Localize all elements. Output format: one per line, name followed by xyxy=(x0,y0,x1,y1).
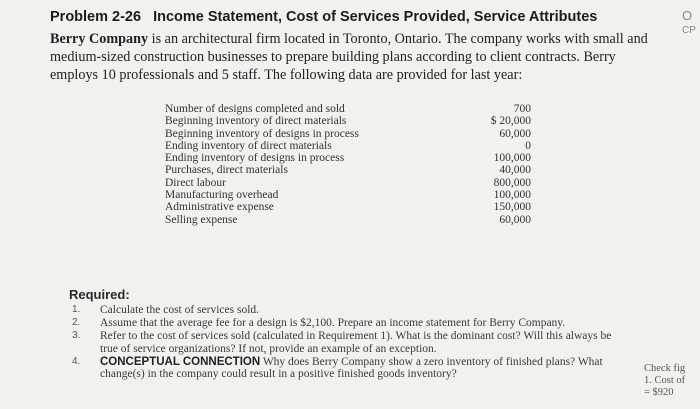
data-label: Purchases, direct materials xyxy=(165,164,288,177)
data-row xyxy=(165,214,531,226)
item-bold: CONCEPTUAL CONNECTION xyxy=(100,355,261,368)
data-value: 100,000 xyxy=(493,152,531,165)
data-row xyxy=(165,152,531,164)
data-row xyxy=(165,177,531,189)
data-row xyxy=(165,189,531,201)
check-figures xyxy=(644,363,685,399)
margin-label-cp: CP xyxy=(682,25,696,36)
item-text xyxy=(100,304,632,316)
list-item xyxy=(72,330,632,354)
problem-intro xyxy=(50,30,662,84)
margin-label-o: O xyxy=(682,8,693,23)
data-label: Ending inventory of designs in process xyxy=(165,152,345,165)
item-body: Calculate the cost of services sold. xyxy=(100,304,260,316)
data-label: Direct labour xyxy=(165,176,226,189)
item-body: Why does Berry Company show a zero inventory of finished plans? What change(s) in the company could result in a positive finished goods inventory? xyxy=(100,355,603,381)
check-fig-line: 1. Cost of xyxy=(644,375,686,386)
data-value: 800,000 xyxy=(493,176,531,189)
item-number: 4. xyxy=(72,355,81,367)
data-value: 0 xyxy=(525,139,531,152)
list-item xyxy=(72,304,632,316)
data-label: Administrative expense xyxy=(165,201,274,214)
item-body: Assume that the average fee for a design is $2,100. Prepare an income statement for Berry Company. xyxy=(100,317,566,330)
company-name: Berry Company xyxy=(50,31,149,47)
data-row xyxy=(165,115,531,127)
data-label: Number of designs completed and sold xyxy=(165,103,345,115)
problem-number: Problem 2-26 xyxy=(50,9,142,25)
data-value: 40,000 xyxy=(499,164,531,177)
data-row xyxy=(165,201,531,213)
intro-text: is an architectural firm located in Toronto, Ontario. The company works with small and medium-sized construction businesses to prepare building plans according to client contracts. Berry employs 10 professionals and 5 staff. The following data are provided for last year: xyxy=(50,31,648,83)
required-list xyxy=(72,304,632,381)
item-text xyxy=(100,330,632,354)
data-label: Ending inventory of direct materials xyxy=(165,139,332,152)
check-fig-heading: Check fig xyxy=(644,363,686,374)
item-number: 3. xyxy=(72,330,81,342)
item-text xyxy=(100,356,632,380)
data-value: 150,000 xyxy=(493,201,531,214)
required-heading: Required: xyxy=(69,287,130,302)
margin-icons xyxy=(682,8,696,38)
data-label: Manufacturing overhead xyxy=(165,189,279,202)
list-item xyxy=(72,317,632,329)
data-value: 700 xyxy=(513,103,531,115)
item-number: 2. xyxy=(72,317,81,329)
data-row xyxy=(165,140,531,152)
data-label: Beginning inventory of designs in process xyxy=(165,127,359,140)
item-body: Refer to the cost of services sold (calculated in Requirement 1). What is the dominant cost? Will this always be true of service organizations? If not, provide an example of an exception. xyxy=(100,330,612,355)
item-text xyxy=(100,317,632,329)
data-label: Selling expense xyxy=(165,213,238,226)
data-value: 60,000 xyxy=(499,213,531,226)
data-label: Beginning inventory of direct materials xyxy=(165,115,347,128)
data-row xyxy=(165,164,531,176)
data-row xyxy=(165,128,531,140)
data-value: 100,000 xyxy=(493,189,531,202)
data-value: 60,000 xyxy=(499,127,531,140)
data-row xyxy=(165,103,531,115)
item-number: 1. xyxy=(72,304,81,315)
check-fig-value: = $920 xyxy=(644,387,674,398)
data-value: $ 20,000 xyxy=(490,115,531,128)
data-table xyxy=(165,103,531,226)
problem-heading: Income Statement, Cost of Services Provided, Service Attributes xyxy=(153,9,598,25)
problem-title xyxy=(50,9,597,25)
list-item xyxy=(72,356,632,380)
